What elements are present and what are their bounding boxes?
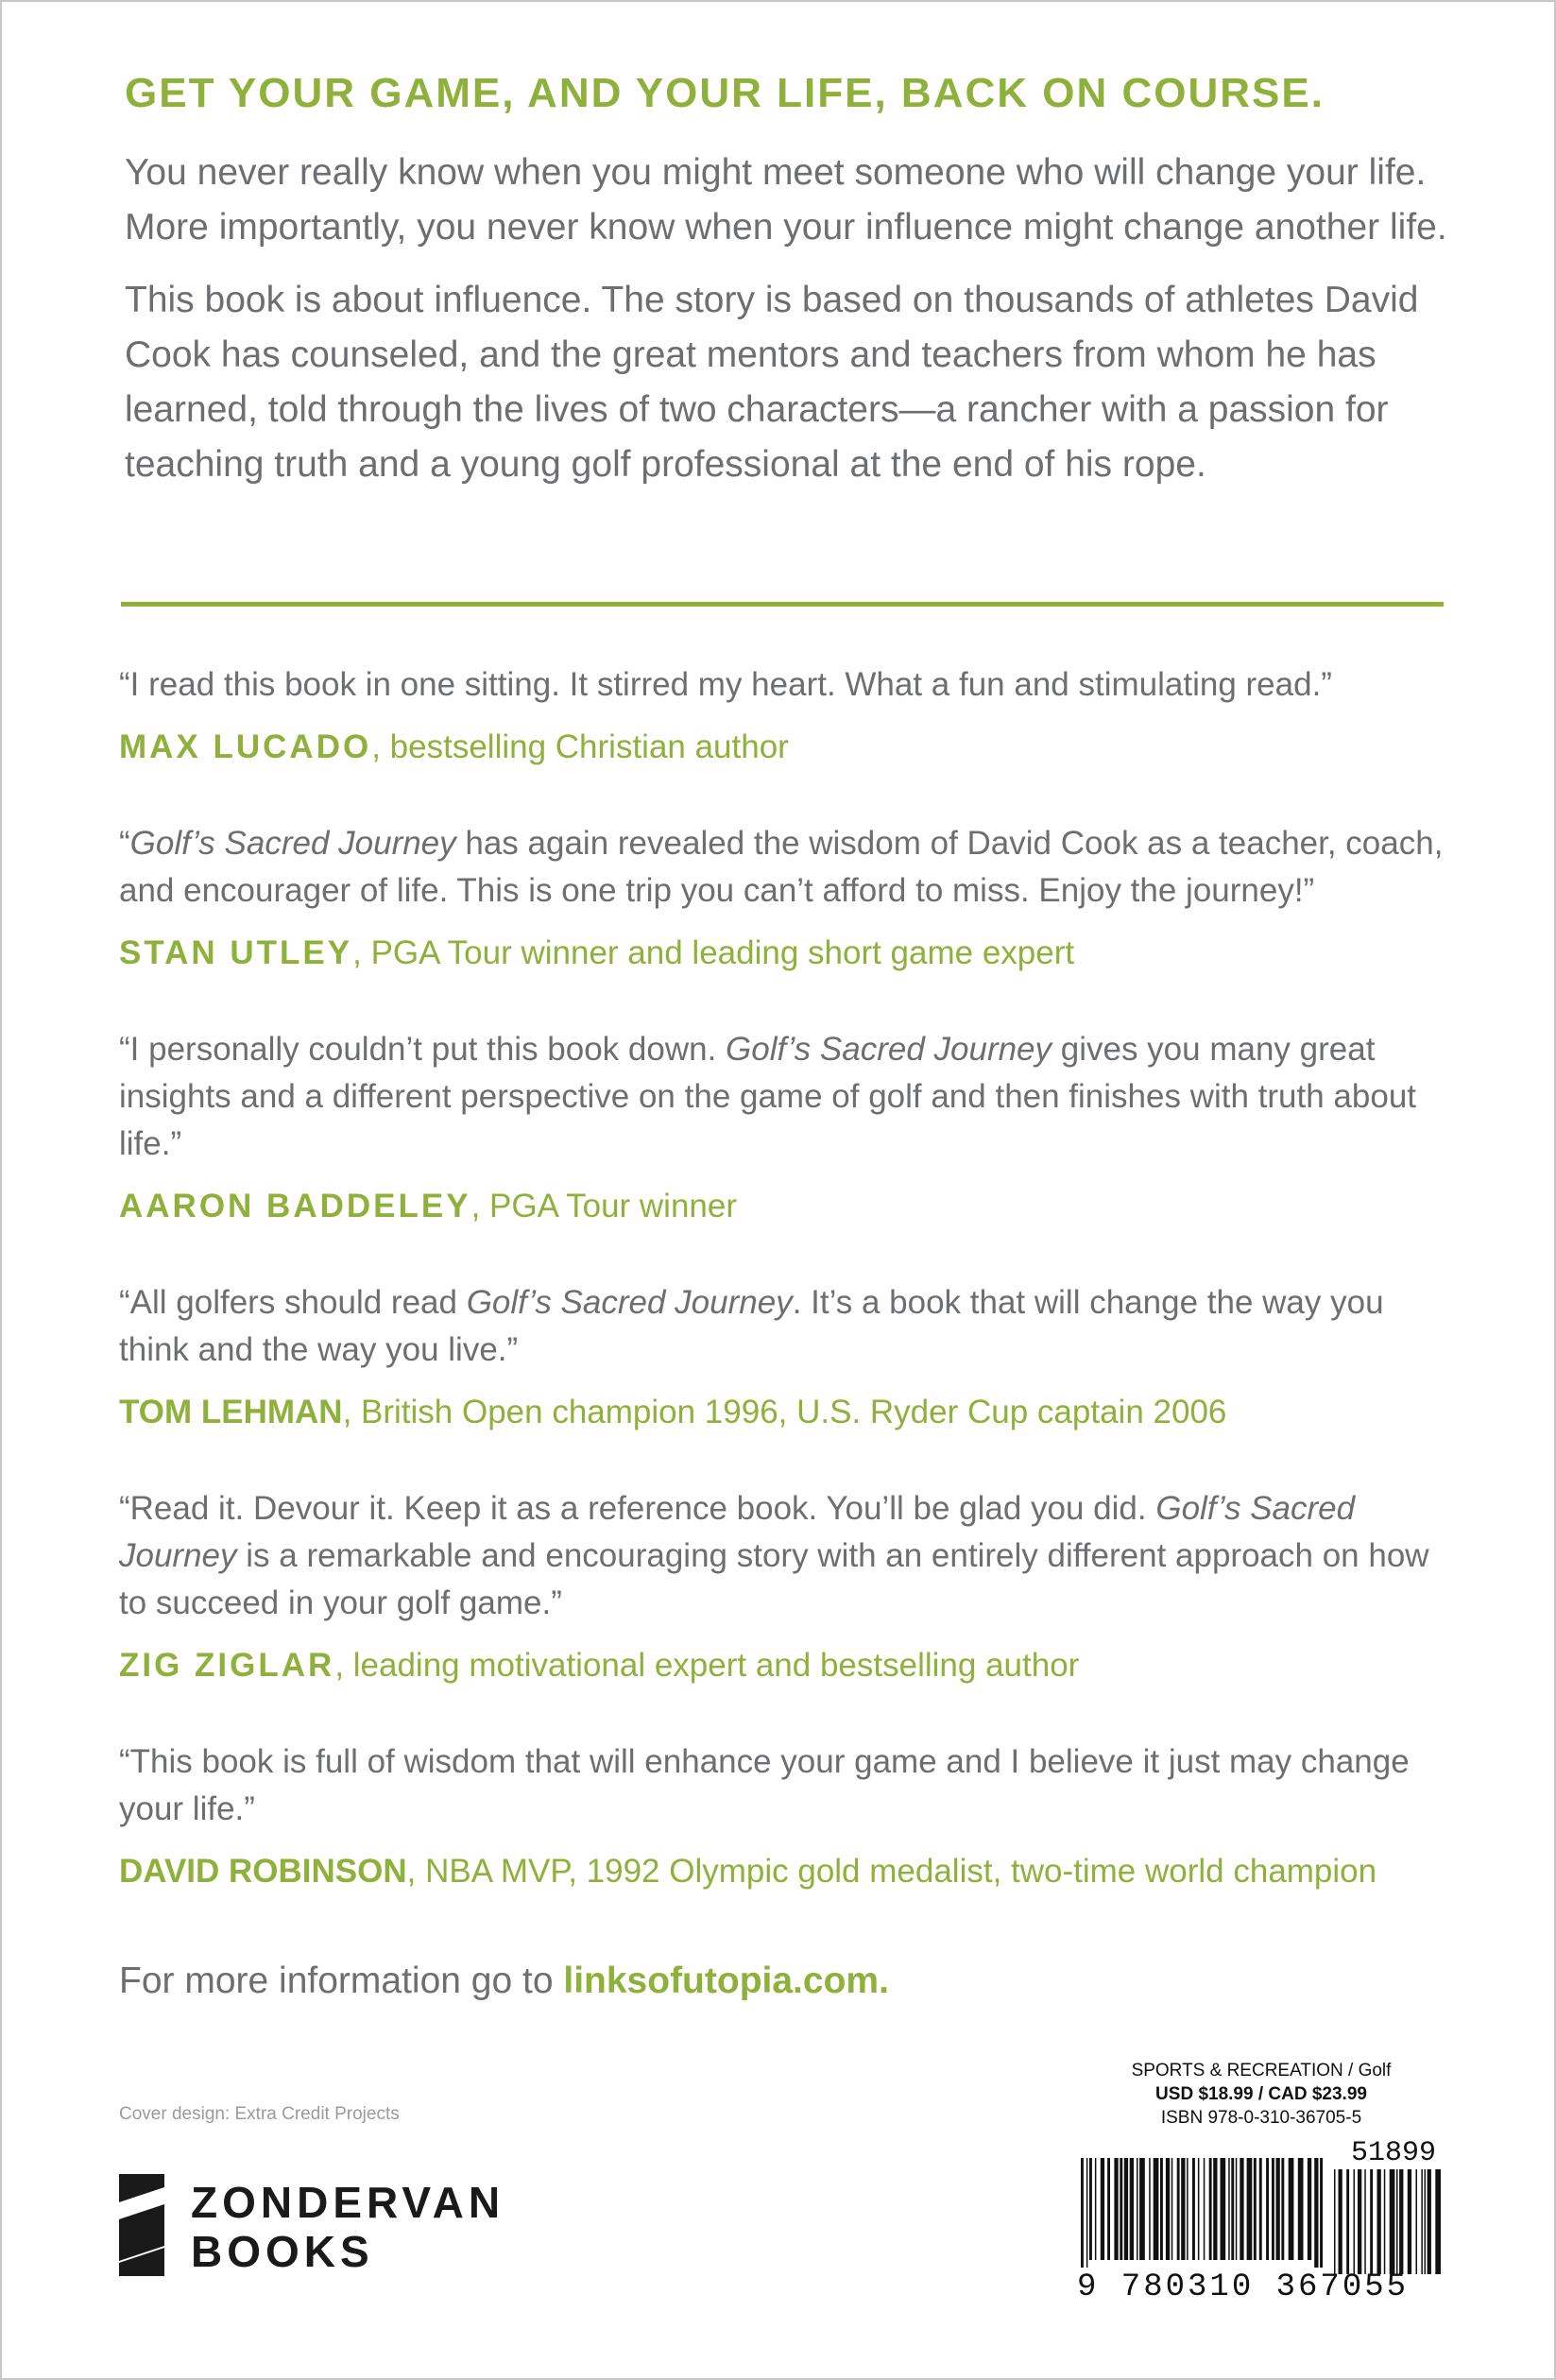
endorser-role: , PGA Tour winner — [470, 1188, 738, 1224]
barcode-bar — [1276, 2158, 1280, 2260]
intro-paragraph-2: This book is about influence. The story is based on thousands of athletes David Cook has counseled, and the great mentors and teachers from whom he has learned, told through the lives of two characters—a rancher with a passion for teaching truth and a young golf professional at the end of his rope. — [125, 280, 1419, 485]
barcode-bar — [1266, 2158, 1269, 2260]
isbn: ISBN 978-0-310-36705-5 — [1160, 2108, 1362, 2128]
barcode-bar — [1114, 2158, 1118, 2260]
endorsement-zig-ziglar — [119, 1485, 1461, 1689]
quote-text: . It’s a book that will change the way you think and the way you live.” — [119, 1284, 1384, 1368]
barcode-bar — [1416, 2169, 1418, 2274]
barcode-bar — [1204, 2158, 1205, 2260]
website-link[interactable]: linksofutopia.com. — [563, 1961, 889, 2001]
publisher-name-line-2: BOOKS — [191, 2227, 374, 2276]
barcode-bar — [1408, 2169, 1411, 2274]
endorser-name: DAVID ROBINSON — [119, 1853, 407, 1890]
barcode-bar — [1396, 2169, 1398, 2274]
barcode-bar — [1254, 2158, 1257, 2260]
barcode-bar — [1421, 2169, 1423, 2274]
barcode-bar — [1130, 2158, 1134, 2260]
barcode-bar — [1231, 2158, 1234, 2260]
barcode-bar — [1086, 2158, 1088, 2268]
barcode-bar — [1425, 2169, 1427, 2274]
barcode-bar — [1209, 2158, 1212, 2260]
endorser-name: STAN UTLEY — [119, 934, 353, 971]
endorsement-attribution — [119, 1389, 1461, 1436]
barcode-bar — [1095, 2158, 1097, 2260]
headline: GET YOUR GAME, AND YOUR LIFE, BACK ON COURSE. — [125, 70, 1325, 116]
more-info-text: For more information go to — [119, 1961, 564, 2001]
barcode-bar — [1346, 2169, 1349, 2274]
barcode-bar — [1298, 2158, 1304, 2260]
barcode-bar — [1236, 2158, 1238, 2260]
barcode-bar — [1221, 2158, 1226, 2260]
endorsement-david-robinson — [119, 1738, 1461, 1895]
barcode-bar — [1149, 2158, 1151, 2260]
quote-text: “All golfers should read — [119, 1284, 467, 1321]
barcode-bar — [1384, 2169, 1386, 2274]
barcode-panel — [1077, 2059, 1445, 2317]
endorsement-quote — [119, 1279, 1461, 1374]
barcode-addon-digits: 51899 — [1350, 2137, 1436, 2169]
barcode-bar — [1289, 2158, 1294, 2260]
publisher-logo — [119, 2174, 610, 2276]
barcode-bar — [1137, 2158, 1138, 2260]
barcode-bar — [1198, 2158, 1200, 2260]
endorsement-quote — [119, 1738, 1461, 1833]
barcode-ean-digits: 9 780310 367055 — [1077, 2269, 1410, 2305]
book-title: Golf’s Sacred Journey — [129, 825, 456, 862]
endorsement-max-lucado — [119, 661, 1461, 771]
endorsement-quote — [119, 820, 1461, 915]
barcode-bar — [1228, 2158, 1230, 2260]
barcode-bar — [1370, 2169, 1373, 2274]
barcode-bar — [1364, 2169, 1366, 2274]
endorsements — [119, 661, 1461, 1944]
book-title: Golf’s Sacred Journey — [726, 1031, 1052, 1068]
endorsement-attribution — [119, 1183, 1461, 1230]
barcode-bar — [1358, 2169, 1361, 2274]
quote-text: gives you many great insights and a different perspective on the game of golf and then finishes with truth about life.” — [119, 1031, 1417, 1162]
barcode-bar — [1177, 2158, 1180, 2260]
endorsement-quote — [119, 661, 1461, 709]
barcode-bar — [1081, 2158, 1084, 2268]
cover-credit: Cover design: Extra Credit Projects — [119, 2104, 400, 2124]
barcode-bar — [1314, 2158, 1318, 2268]
barcode-bar — [1281, 2158, 1284, 2260]
endorser-role: , British Open champion 1996, U.S. Ryder Cup captain 2006 — [342, 1394, 1227, 1430]
barcode-bar — [1139, 2158, 1145, 2260]
endorsement-tom-lehman — [119, 1279, 1461, 1436]
quote-text: “This book is full of wisdom that will enhance your game and I believe it just may change your life.” — [119, 1743, 1410, 1827]
endorsement-stan-utley — [119, 820, 1461, 977]
barcode-bar — [1213, 2158, 1217, 2260]
barcode-bar — [1308, 2158, 1311, 2260]
endorser-role: , NBA MVP, 1992 Olympic gold medalist, two-time world champion — [406, 1853, 1377, 1890]
endorsement-attribution — [119, 1642, 1461, 1689]
zondervan-z-logo-icon — [119, 2174, 164, 2276]
barcode-bar — [1320, 2158, 1323, 2268]
endorser-name: AARON BADDELEY — [119, 1188, 471, 1224]
endorsement-aaron-baddeley — [119, 1026, 1461, 1230]
endorser-role: , leading motivational expert and bestselling author — [334, 1647, 1080, 1684]
publisher-name-line-1: ZONDERVAN — [191, 2178, 505, 2227]
intro-paragraph-1: You never really know when you might meet someone who will change your life. More importantly, you never know when your influence might change another life. — [125, 152, 1447, 248]
barcode-bar — [1107, 2158, 1110, 2260]
barcode-bar — [1120, 2158, 1122, 2260]
barcode-bar — [1192, 2158, 1195, 2260]
barcode-bar — [1247, 2158, 1253, 2260]
endorsement-attribution — [119, 724, 1461, 771]
endorser-role: , bestselling Christian author — [371, 728, 789, 765]
barcode-bar — [1154, 2158, 1159, 2260]
barcode-bar — [1334, 2169, 1336, 2274]
barcode-bar — [1171, 2158, 1173, 2260]
endorsement-quote — [119, 1485, 1461, 1627]
endorsement-quote — [119, 1026, 1461, 1168]
barcode-bar — [1187, 2158, 1188, 2260]
barcode-bar — [1124, 2158, 1128, 2260]
barcode-bar — [1166, 2158, 1170, 2260]
barcode-bar — [1272, 2158, 1274, 2260]
barcode-bar — [1101, 2158, 1104, 2260]
quote-text: “I personally couldn’t put this book down. — [119, 1031, 727, 1068]
barcode-bar — [1428, 2169, 1431, 2274]
endorser-name: ZIG ZIGLAR — [119, 1647, 335, 1684]
barcode-bar — [1160, 2158, 1163, 2260]
endorsement-attribution — [119, 930, 1461, 977]
barcode-bar — [1240, 2158, 1243, 2260]
barcode-bar — [1377, 2169, 1381, 2274]
quote-text: is a remarkable and encouraging story with an entirely different approach on how to succeed in your golf game.” — [119, 1537, 1429, 1621]
barcode-bar — [1354, 2169, 1356, 2274]
more-info — [119, 1961, 889, 2002]
barcode-bar — [1339, 2169, 1342, 2274]
endorsement-attribution — [119, 1848, 1461, 1895]
barcode-bar — [1399, 2169, 1403, 2274]
book-title: Golf’s Sacred Journey — [466, 1284, 793, 1321]
divider-rule — [121, 602, 1444, 607]
barcode-bar — [1181, 2158, 1185, 2260]
bisac-category: SPORTS & RECREATION / Golf — [1131, 2061, 1392, 2080]
barcode-bar — [1390, 2169, 1395, 2274]
quote-text: “I read this book in one sitting. It stirred my heart. What a fun and stimulating read.” — [119, 666, 1332, 703]
barcode-bar — [1089, 2158, 1092, 2260]
barcode-bar — [1259, 2158, 1262, 2260]
intro-text — [125, 146, 1466, 510]
book-title: Golf’s Sacred Journey — [119, 1490, 1356, 1574]
endorser-name: MAX LUCADO — [119, 728, 372, 765]
quote-text: has again revealed the wisdom of David Cook as a teacher, coach, and encourager of life. This is one trip you can’t afford to miss. Enjoy the journey!” — [119, 825, 1444, 909]
endorser-name: TOM LEHMAN — [119, 1394, 343, 1430]
endorser-role: , PGA Tour winner and leading short game expert — [352, 934, 1075, 971]
barcode-bar — [1435, 2169, 1441, 2274]
barcode — [1077, 2137, 1445, 2317]
price: USD $18.99 / CAD $23.99 — [1155, 2084, 1367, 2104]
quote-text: “Read it. Devour it. Keep it as a reference book. You’ll be glad you did. — [119, 1490, 1156, 1527]
quote-text: “ — [119, 825, 130, 862]
